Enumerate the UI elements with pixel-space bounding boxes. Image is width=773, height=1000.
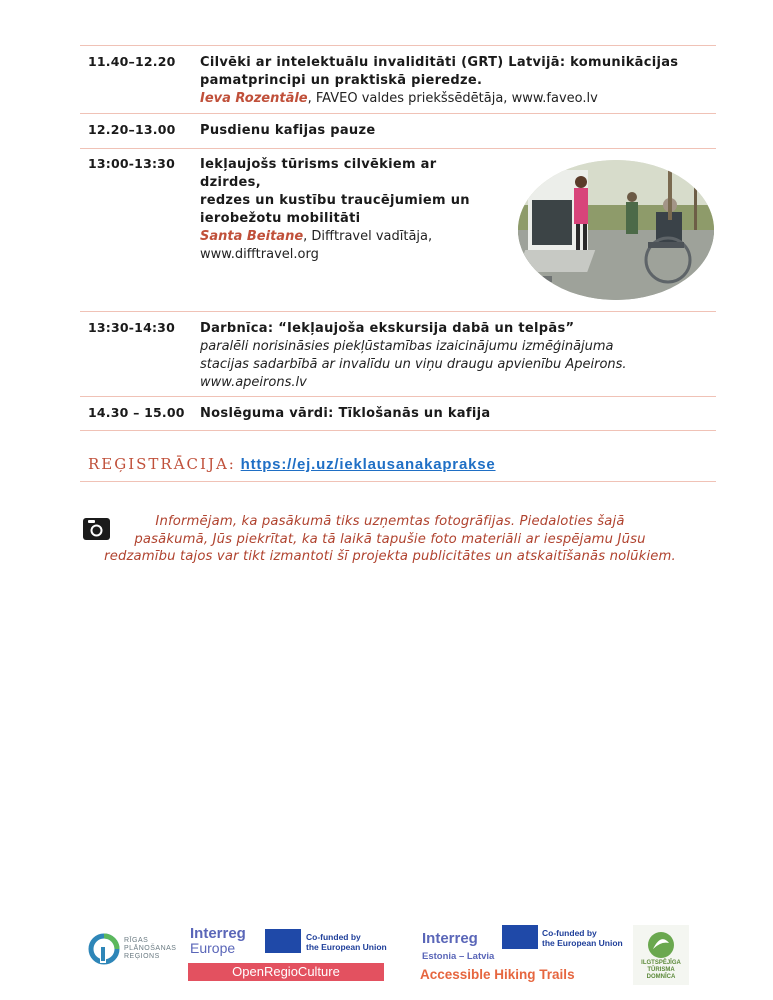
logo-text: the European Union: [306, 942, 387, 952]
agenda-time: 11.40–12.20: [88, 54, 176, 69]
leaf-icon: [633, 927, 689, 963]
eu-flag-icon: [502, 925, 538, 949]
eu-flag-icon: [265, 929, 301, 953]
registration-link[interactable]: https://ej.uz/ieklausanakaprakse: [240, 456, 496, 473]
agenda-time: 13:00-13:30: [88, 156, 175, 171]
agenda-title: Pusdienu kafijas pauze: [200, 123, 376, 138]
divider: [80, 396, 716, 397]
eu-cofunded-text: [542, 928, 623, 948]
notice-line: redzamību tajos var tikt izmantoti šī projekta publicitātes un atskaitīšanās nolūkiem.: [104, 549, 676, 564]
accessible-hiking-trails-label: Accessible Hiking Trails: [420, 967, 575, 982]
divider: [80, 481, 716, 482]
eu-cofunded-text: [306, 932, 387, 952]
speaker-name: Ieva Rozentāle: [200, 91, 308, 106]
divider: [80, 45, 716, 46]
notice-line: pasākumā, Jūs piekrītat, ka tā laikā tapušie foto materiāli ar iespējamu Jūsu: [134, 531, 646, 547]
agenda-title: Cilvēki ar intelektuālu invaliditāti (GRT) Latvijā: komunikācijas: [200, 55, 679, 70]
agenda-title: Noslēguma vārdi: Tīklošanās un kafija: [200, 406, 491, 421]
logo-text: TŪRISMA: [647, 967, 675, 973]
rpr-logo-icon: [88, 933, 120, 965]
agenda-title: redzes un kustību traucējumiem un: [200, 193, 470, 208]
agenda-title: Iekļaujošs tūrisms cilvēkiem ar dzirdes,: [200, 157, 437, 190]
logo-text: RĪGAS: [124, 937, 149, 944]
logo-text: the European Union: [542, 938, 623, 948]
agenda-content: [200, 405, 700, 423]
divider: [80, 148, 716, 149]
agenda-title: pamatprincipi un praktiskā pieredze.: [200, 73, 483, 88]
partner-logos: [0, 915, 773, 995]
agenda-content: [200, 156, 500, 264]
logo-text: ILGTSPĒJĪGA: [641, 960, 681, 966]
agenda-website: www.apeirons.lv: [200, 375, 307, 390]
logo-text: REĢIONS: [124, 953, 160, 960]
divider: [80, 311, 716, 312]
rpr-logo-text: [124, 937, 176, 961]
speaker-website: www.difftravel.org: [200, 247, 319, 262]
agenda-content: [200, 320, 700, 392]
agenda-title: ierobežotu mobilitāti: [200, 211, 361, 226]
registration-label: REĢISTRĀCIJA:: [88, 455, 236, 473]
speaker-affiliation: , FAVEO valdes priekšsēdētāja, www.faveo.lv: [307, 91, 598, 106]
divider: [80, 113, 716, 114]
logo-text: Co-funded by: [542, 928, 597, 938]
openregioculture-banner: OpenRegioCulture: [188, 963, 384, 981]
eelv-region-label: Estonia – Latvia: [422, 951, 495, 962]
itd-logo-text: [633, 960, 689, 981]
agenda-time: 12.20–13.00: [88, 122, 176, 137]
agenda-content: [200, 54, 700, 108]
agenda-title: Darbnīca: “Iekļaujoša ekskursija dabā un telpās”: [200, 321, 575, 336]
agenda-description: paralēli norisināsies piekļūstamības izaicinājumu izmēģinājuma: [200, 339, 614, 354]
divider: [80, 430, 716, 431]
speaker-affiliation: , Difftravel vadītāja,: [303, 229, 433, 244]
logo-text: Interreg: [190, 925, 246, 942]
photo-notice: [80, 513, 700, 566]
logo-text: PLĀNOŠANAS: [124, 945, 177, 952]
interreg-eelv-logo: Interreg: [422, 930, 478, 947]
notice-line: Informējam, ka pasākumā tiks uzņemtas fotogrāfijas. Piedaloties šajā: [155, 514, 625, 529]
agenda-time: 14.30 – 15.00: [88, 405, 185, 420]
logo-text: Europe: [190, 940, 236, 956]
logo-text: DOMNĪCA: [646, 974, 676, 980]
agenda-description: stacijas sadarbībā ar invalīdu un viņu draugu apvienību Apeirons.: [200, 357, 627, 372]
logo-text: Co-funded by: [306, 932, 361, 942]
interreg-europe-logo: [190, 927, 246, 955]
agenda-content: [200, 122, 700, 140]
registration: [88, 455, 496, 473]
agenda-time: 13:30-14:30: [88, 320, 175, 335]
speaker-name: Santa Beitane: [200, 229, 304, 244]
event-photo: [518, 160, 714, 300]
